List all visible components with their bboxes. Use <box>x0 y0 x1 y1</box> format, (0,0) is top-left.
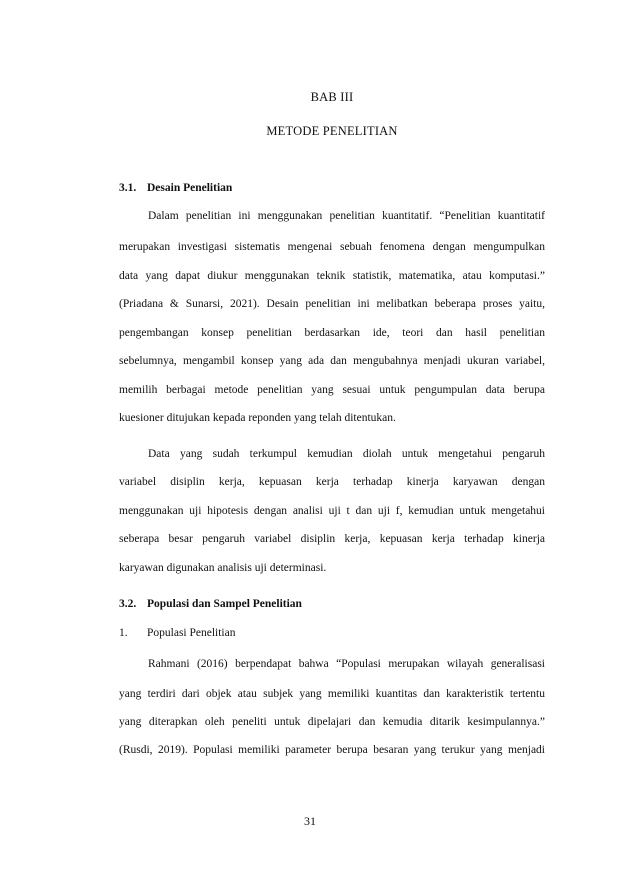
paragraph-line: sebelumnya, mengambil konsep yang ada dan mengubahnya menjadi ukuran variabel, <box>119 355 545 367</box>
list-item-populasi <box>119 627 235 639</box>
list-item-title: Populasi Penelitian <box>147 627 236 639</box>
section-title: Populasi dan Sampel Penelitian <box>147 598 302 610</box>
list-item-number: 1. <box>119 627 128 639</box>
chapter-title: METODE PENELITIAN <box>266 124 398 138</box>
paragraph-line: menggunakan uji hipotesis dengan analisi uji t dan uji f, kemudian untuk mengetahui <box>119 505 545 517</box>
paragraph-line: yang terdiri dari objek atau subjek yang memiliki kuantitas dan karakteristik tertentu <box>119 688 545 700</box>
paragraph-line: Data yang sudah terkumpul kemudian diolah untuk mengetahui pengaruh <box>148 448 545 460</box>
section-heading-3-1 <box>119 182 232 194</box>
section-number: 3.1. <box>119 182 137 194</box>
paragraph-line: merupakan investigasi sistematis mengenai sebuah fenomena dengan mengumpulkan <box>119 241 545 253</box>
paragraph-line: kuesioner ditujukan kepada reponden yang telah ditentukan. <box>119 412 396 424</box>
chapter-label: BAB III <box>310 90 354 104</box>
section-title: Desain Penelitian <box>147 182 233 194</box>
page-number: 31 <box>304 814 316 828</box>
paragraph-line: memilih berbagai metode penelitian yang sesuai untuk pengumpulan data berupa <box>119 384 545 396</box>
paragraph-line: (Rusdi, 2019). Populasi memiliki parameter berupa besaran yang terukur yang menjadi <box>119 744 545 756</box>
paragraph-line: Rahmani (2016) berpendapat bahwa “Populasi merupakan wilayah generalisasi <box>148 658 545 670</box>
section-heading-3-2 <box>119 598 302 610</box>
paragraph-line: variabel disiplin kerja, kepuasan kerja terhadap kinerja karyawan dengan <box>119 476 545 488</box>
section-number: 3.2. <box>119 598 137 610</box>
paragraph-line: Dalam penelitian ini menggunakan penelitian kuantitatif. “Penelitian kuantitatif <box>148 210 545 222</box>
paragraph-line: pengembangan konsep penelitian berdasarkan ide, teori dan hasil penelitian <box>119 327 545 339</box>
paragraph-line: (Priadana & Sunarsi, 2021). Desain penelitian ini melibatkan beberapa proses yaitu, <box>119 298 545 310</box>
paragraph-line: seberapa besar pengaruh variabel disiplin kerja, kepuasan kerja terhadap kinerja <box>119 533 545 545</box>
paragraph-line: data yang dapat diukur menggunakan teknik statistik, matematika, atau komputasi.” <box>119 270 545 282</box>
paragraph-line: karyawan digunakan analisis uji determinasi. <box>119 562 327 574</box>
paragraph-line: yang diterapkan oleh peneliti untuk dipelajari dan kemudia ditarik kesimpulannya.” <box>119 716 545 728</box>
